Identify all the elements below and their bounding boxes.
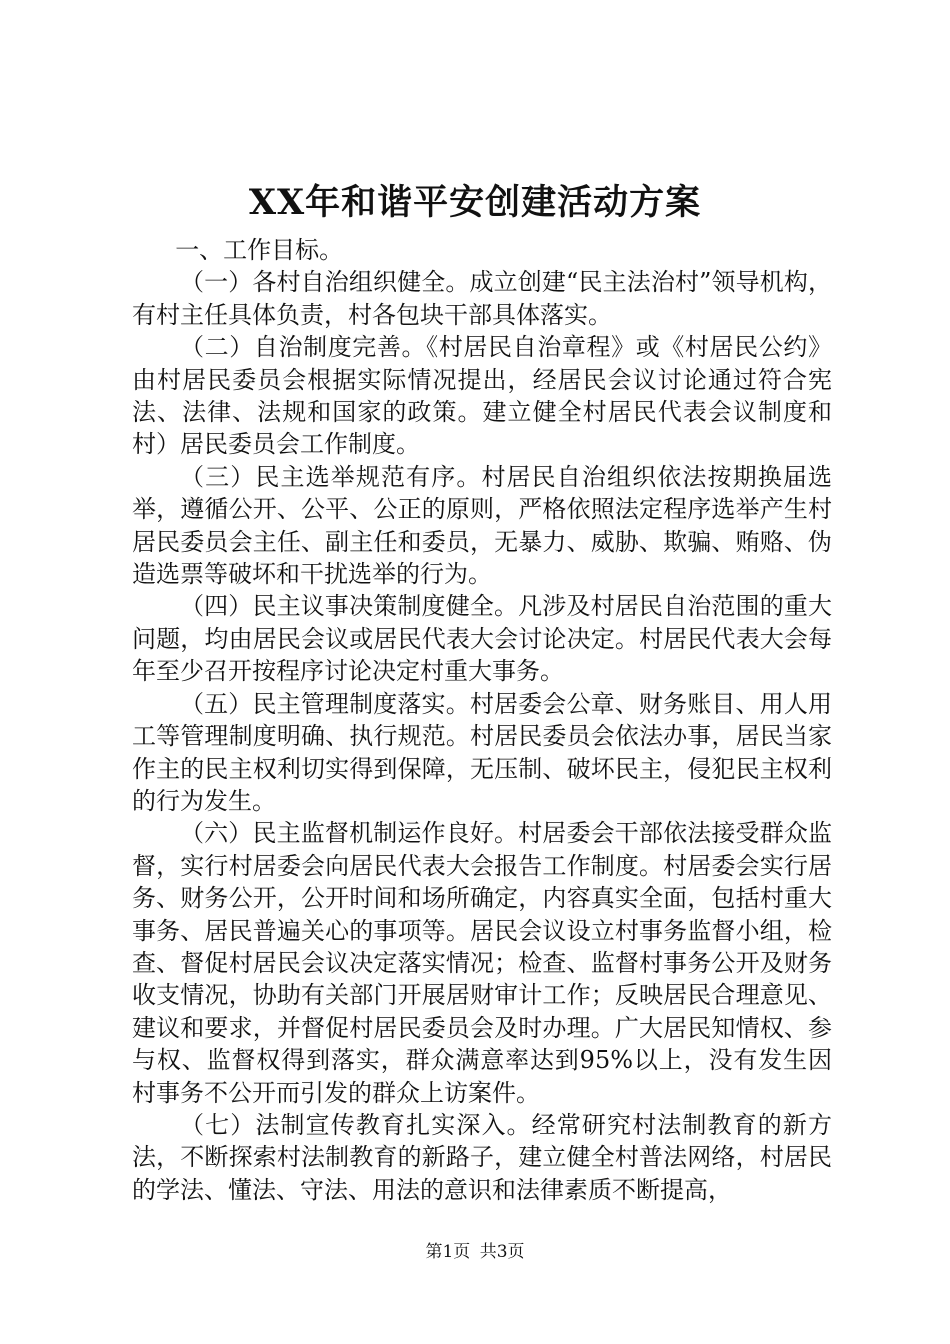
document-title: XX年和谐平安创建活动方案 <box>248 182 702 223</box>
paragraph-6: （六）民主监督机制运作良好。村居委会干部依法接受群众监督，实行村居委会向居民代表大会报告工作制度。村居委会实行居务、财务公开，公开时间和场所确定，内容真实全面，包括村重大事务、居民普遍关心的事项等。居民会议设立村事务监督小组，检查、督促村居民会议决定落实情况；检查、监督村事务公开及财务收支情况，协助有关部门开展居财审计工作；反映居民合理意见、建议和要求，并督促村居民委员会及时办理。广大居民知情权、参与权、监督权得到落实，群众满意率达到95%以上，没有发生因村事务不公开而引发的群众上访案件。 <box>132 819 832 1107</box>
paragraph-4: （四）民主议事决策制度健全。凡涉及村居民自治范围的重大问题，均由居民会议或居民代表大会讨论决定。村居民代表大会每年至少召开按程序讨论决定村重大事务。 <box>132 592 832 686</box>
section-heading-work-goals: 一、工作目标。 <box>175 236 344 264</box>
paragraph-7: （七）法制宣传教育扎实深入。经常研究村法制教育的新方法，不断探索村法制教育的新路子，建立健全村普法网络，村居民的学法、懂法、守法、用法的意识和法律素质不断提高， <box>132 1110 832 1204</box>
paragraph-1: （一）各村自治组织健全。成立创建“民主法治村”领导机构，有村主任具体负责，村各包块干部具体落实。 <box>132 268 832 329</box>
paragraph-5: （五）民主管理制度落实。村居委会公章、财务账目、用人用工等管理制度明确、执行规范。村居民委员会依法办事，居民当家作主的民主权利切实得到保障，无压制、破坏民主，侵犯民主权利的行为发生。 <box>132 689 832 815</box>
document-body <box>132 234 832 1206</box>
paragraph-2: （二）自治制度完善。《村居民自治章程》或《村居民公约》由村居民委员会根据实际情况提出，经居民会议讨论通过符合宪法、法律、法规和国家的政策。建立健全村居民代表会议制度和村）居民委员会工作制度。 <box>132 333 832 459</box>
paragraph-3: （三）民主选举规范有序。村居民自治组织依法按期换届选举，遵循公开、公平、公正的原则，严格依照法定程序选举产生村居民委员会主任、副主任和委员，无暴力、威胁、欺骗、贿赂、伪造选票等破坏和干扰选举的行为。 <box>132 462 832 589</box>
page-footer: 第1页 共3页 <box>425 1242 525 1262</box>
